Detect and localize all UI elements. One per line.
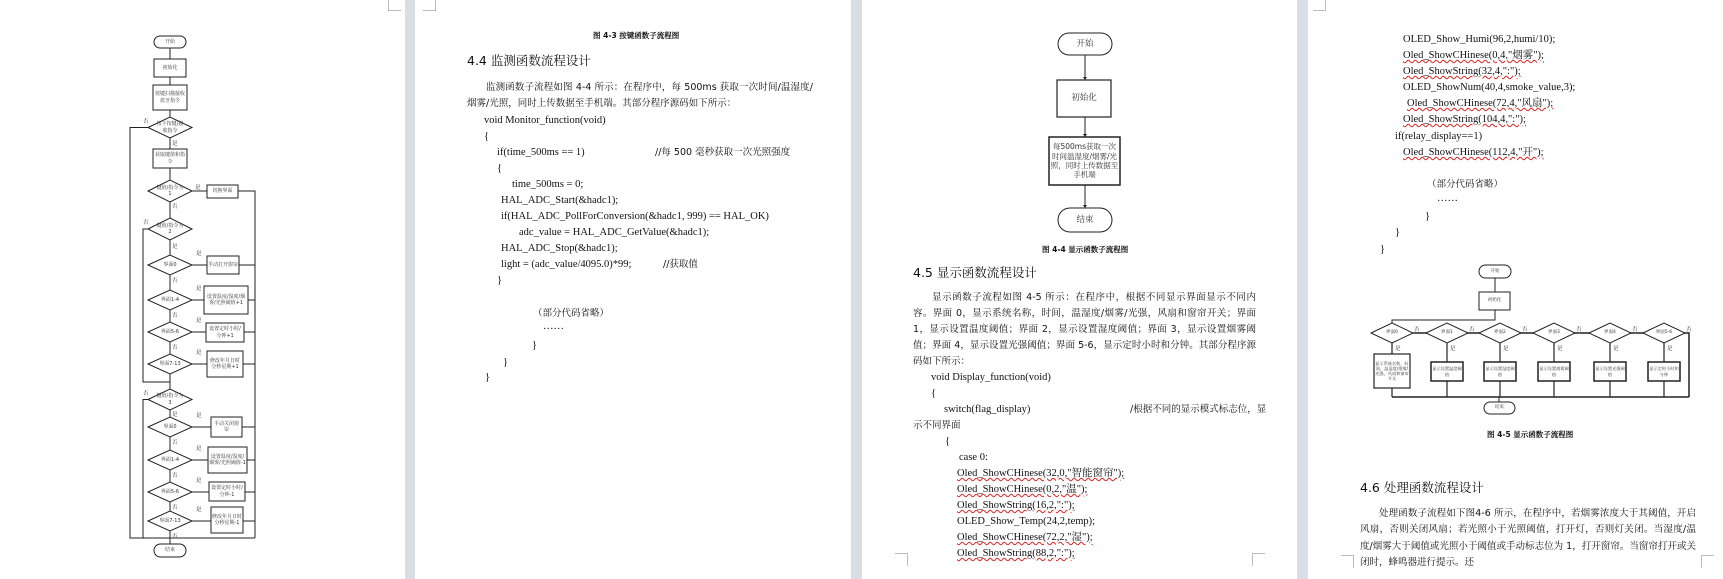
no-label: 否 bbox=[172, 534, 178, 540]
body-paragraph: 显示函数子流程如图 4-5 所示：在程序中，根据不同显示界面显示不同内容。界面 0，显示系统名称，时间，温湿度/烟雾/光强，风扇和窗帘开关；界面 1，显示设置温度阈值；界面 2，显示设置湿度阈值；界面 3，显示设置烟雾阈值；界面 4，显示设置光强阈值；界面 5-6，显示定时小时和分钟。其部分程序源码如下所示： bbox=[913, 292, 1256, 367]
no-label: 否 bbox=[1469, 327, 1475, 333]
code-line: } bbox=[1425, 211, 1431, 222]
flow-node-label: 显示设置湿度阈值 bbox=[1485, 366, 1515, 377]
flow-node-label: 设置温度/湿度/烟雾/光照阈值+1 bbox=[206, 293, 246, 306]
flow-node-label: 界面0 bbox=[163, 261, 177, 268]
no-label: 否 bbox=[1576, 327, 1582, 333]
yes-label: 是 bbox=[196, 478, 202, 484]
flow-node-label: 界面5-6 bbox=[1655, 330, 1673, 336]
code-text: } bbox=[532, 340, 538, 351]
code-text: Oled_ShowCHinese(72,2,"湿"); bbox=[957, 532, 1093, 543]
code-text: { bbox=[484, 131, 490, 142]
yes-label: 是 bbox=[172, 244, 178, 250]
flow-node-label: 设置定时小时/分钟+1 bbox=[209, 326, 241, 339]
figure-caption: 图 4-3 按键函数子流程图 bbox=[593, 31, 680, 40]
flow-node-label: 界面5-6 bbox=[160, 328, 180, 335]
yes-label: 是 bbox=[195, 185, 201, 191]
no-label: 否 bbox=[143, 391, 149, 397]
flow-node-label: 切换界面 bbox=[212, 188, 233, 195]
flow-node-label: 手动打开窗帘 bbox=[208, 261, 238, 268]
code-text: void Display_function(void) bbox=[931, 372, 1051, 383]
flow-node-label: 界面7-13 bbox=[159, 360, 181, 367]
code-text: Oled_ShowString(16,2,":"); bbox=[957, 500, 1075, 511]
code-text: { bbox=[931, 388, 937, 399]
flow-node-label: 修改年月日时分秒星期-1 bbox=[212, 513, 242, 526]
flow-node-label: 界面2 bbox=[1494, 330, 1506, 336]
flow-node-label: 界面3 bbox=[1548, 330, 1560, 336]
flow-node-label: 设置定时小时/分钟-1 bbox=[211, 485, 243, 498]
code-omitted-note: （部分代码省略） bbox=[1427, 179, 1504, 190]
code-line: Oled_ShowCHinese(72,4,"风扇"); bbox=[1407, 98, 1554, 109]
code-text: Oled_ShowCHinese(32,0,"智能窗帘"); bbox=[957, 468, 1125, 479]
yes-label: 是 bbox=[172, 141, 178, 147]
code-text: { bbox=[497, 163, 503, 174]
code-line: Oled_ShowCHinese(112,4,"开"); bbox=[1403, 147, 1544, 158]
code-text: if(HAL_ADC_PollForConversion(&hadc1, 999) == HAL_OK) bbox=[501, 211, 769, 222]
yes-label: 是 bbox=[196, 251, 202, 257]
code-line: …… bbox=[1437, 193, 1458, 204]
code-text: Oled_ShowCHinese(0,2,"温"); bbox=[957, 484, 1088, 495]
code-text: （部分代码省略） bbox=[533, 308, 610, 319]
code-text: 示不同界面 bbox=[913, 420, 961, 431]
flow-node-label: 界面1-4 bbox=[160, 296, 180, 303]
figure-caption: 图 4-4 显示函数子流程图 bbox=[1042, 245, 1129, 254]
yes-label: 是 bbox=[196, 413, 202, 419]
body-paragraph: 监测函数子流程如图 4-4 所示：在程序中，每 500ms 获取一次时间/温湿度/烟雾/光照，同时上传数据至手机端。其部分程序源码如下所示： bbox=[467, 82, 813, 109]
section-heading: 4.5 显示函数流程设计 bbox=[913, 265, 1037, 280]
code-line: Oled_ShowCHinese(0,4,"烟雾"); bbox=[1403, 50, 1544, 61]
code-text: void Monitor_function(void) bbox=[484, 115, 606, 126]
flow-node-label: 键值/指令为2 bbox=[156, 222, 184, 235]
flow-node-label: 显示设置烟雾阈值 bbox=[1539, 366, 1569, 377]
yes-label: 是 bbox=[196, 318, 202, 324]
flow-node-label: 结束 bbox=[1495, 405, 1504, 411]
code-comment: //每 500 毫秒获取一次光照强度 bbox=[655, 147, 791, 158]
yes-label: 是 bbox=[196, 446, 202, 452]
section-heading: 4.4 监测函数流程设计 bbox=[467, 53, 591, 68]
flow-node-label: 显示设置温度阈值 bbox=[1432, 366, 1462, 377]
code-text: HAL_ADC_Start(&hadc1); bbox=[501, 195, 619, 206]
flow-node-label: 显示系统名称，时间，温湿度/烟雾/光强，风扇和窗帘开关 bbox=[1375, 360, 1409, 382]
no-label: 否 bbox=[143, 119, 149, 125]
flow-node-label: 开始 bbox=[164, 38, 175, 45]
code-text: case 0: bbox=[959, 452, 988, 463]
code-comment: /根据不同的显示模式标志位，显 bbox=[1130, 404, 1267, 415]
flow-node-label: 手动关闭窗帘 bbox=[213, 420, 239, 433]
code-text: HAL_ADC_Stop(&hadc1); bbox=[501, 243, 618, 254]
flow-node-label: 初始化 bbox=[1071, 93, 1097, 104]
flow-node-label: 开始 bbox=[1490, 268, 1500, 274]
flow-node-label: 界面7-13 bbox=[159, 517, 181, 524]
flow-node-label: 设置温度/湿度/烟雾/光照阈值-1 bbox=[209, 453, 246, 466]
section-heading: 4.6 处理函数流程设计 bbox=[1360, 480, 1484, 495]
yes-label: 是 bbox=[196, 507, 202, 513]
flow-node-label: 每500ms获取一次时间温湿度/烟雾/光照，同时上传数据至手机端 bbox=[1050, 142, 1119, 180]
flow-node-label: 获取键值和指令 bbox=[154, 152, 185, 165]
flow-node-label: 键值/指令为3 bbox=[156, 393, 184, 406]
code-text: time_500ms = 0; bbox=[512, 179, 584, 190]
flow-node-label: 结束 bbox=[164, 547, 175, 554]
no-label: 否 bbox=[1632, 327, 1638, 333]
yes-label: 是 bbox=[1395, 346, 1401, 352]
flow-node-label: 显示设置光强阈值 bbox=[1595, 366, 1625, 377]
flow-node-label: 界面1-4 bbox=[160, 456, 180, 463]
yes-label: 是 bbox=[1503, 346, 1509, 352]
code-text: Oled_ShowString(88,2,":"); bbox=[957, 548, 1075, 559]
flow-node-label: 键值/指令为1 bbox=[156, 184, 184, 197]
code-line: } bbox=[1395, 227, 1401, 238]
flow-node-label: 结束 bbox=[1076, 214, 1094, 225]
flow-node-label: 按键扫描接收蓝牙指令 bbox=[154, 91, 185, 104]
code-text: { bbox=[945, 436, 951, 447]
no-label: 否 bbox=[172, 440, 178, 446]
no-label: 否 bbox=[172, 345, 178, 351]
code-text: OLED_Show_Temp(24,2,temp); bbox=[957, 516, 1096, 527]
yes-label: 是 bbox=[196, 286, 202, 292]
code-line: OLED_ShowNum(40,4,smoke_value,3); bbox=[1403, 82, 1576, 93]
flow-node-label: 界面0 bbox=[1386, 330, 1398, 336]
code-text: adc_value = HAL_ADC_GetValue(&hadc1); bbox=[519, 227, 710, 238]
code-line: OLED_Show_Humi(96,2,humi/10); bbox=[1403, 34, 1556, 45]
code-text: switch(flag_display) bbox=[944, 404, 1031, 415]
figure-caption: 图 4-5 显示函数子流程图 bbox=[1487, 430, 1574, 439]
no-label: 否 bbox=[1414, 327, 1420, 333]
no-label: 否 bbox=[172, 204, 178, 210]
code-line: Oled_ShowString(104,4,":"); bbox=[1403, 114, 1526, 125]
flow-connector bbox=[143, 400, 148, 539]
code-line: if(relay_display==1) bbox=[1395, 131, 1483, 142]
no-label: 否 bbox=[1522, 327, 1528, 333]
yes-label: 是 bbox=[1450, 346, 1456, 352]
yes-label: 是 bbox=[172, 412, 178, 418]
code-comment: //获取值 bbox=[663, 259, 698, 270]
yes-label: 是 bbox=[1613, 346, 1619, 352]
no-label: 否 bbox=[143, 220, 149, 226]
code-line: Oled_ShowString(32,4,":"); bbox=[1403, 66, 1521, 77]
code-text: } bbox=[503, 357, 509, 368]
code-text: } bbox=[485, 372, 491, 383]
no-label: 否 bbox=[172, 473, 178, 479]
no-label: 否 bbox=[1686, 327, 1692, 333]
code-line: } bbox=[1380, 244, 1386, 255]
flow-node-label: 按下按键/接收指令 bbox=[156, 121, 184, 134]
flow-node-label: 界面1 bbox=[1441, 330, 1453, 336]
flow-node-label: 显示定时小时和分钟 bbox=[1649, 366, 1679, 377]
code-text: light = (adc_value/4095.0)*99; bbox=[501, 259, 632, 270]
no-label: 否 bbox=[172, 505, 178, 511]
body-paragraph: 处理函数子流程如下图4-6 所示，在程序中，若烟雾浓度大于其阈值，开启风扇，否则关闭风扇；若光照小于光照阈值，打开灯，否则灯关闭。当湿度/温度/烟雾大于阈值或光照小于阈值或手动标志位为 1，打开窗帘。当窗帘打开或关闭时，蜂鸣器进行提示。还 bbox=[1360, 508, 1696, 568]
flow-node-label: 界面4 bbox=[1604, 330, 1616, 336]
no-label: 否 bbox=[172, 278, 178, 284]
flow-node-label: 初始化 bbox=[1487, 298, 1502, 304]
yes-label: 是 bbox=[1667, 346, 1673, 352]
yes-label: 是 bbox=[196, 350, 202, 356]
flow-node-label: 界面5-6 bbox=[160, 488, 180, 495]
code-text: …… bbox=[543, 321, 564, 332]
flow-node-label: 初始化 bbox=[162, 64, 178, 71]
code-text: } bbox=[497, 275, 503, 286]
flow-node-label: 修改年月日时分秒星期+1 bbox=[209, 357, 240, 370]
code-text: if(time_500ms == 1) bbox=[497, 147, 585, 158]
no-label: 否 bbox=[172, 313, 178, 319]
yes-label: 是 bbox=[1557, 346, 1563, 352]
flow-node-label: 开始 bbox=[1076, 38, 1094, 49]
flow-node-label: 界面0 bbox=[163, 423, 177, 430]
